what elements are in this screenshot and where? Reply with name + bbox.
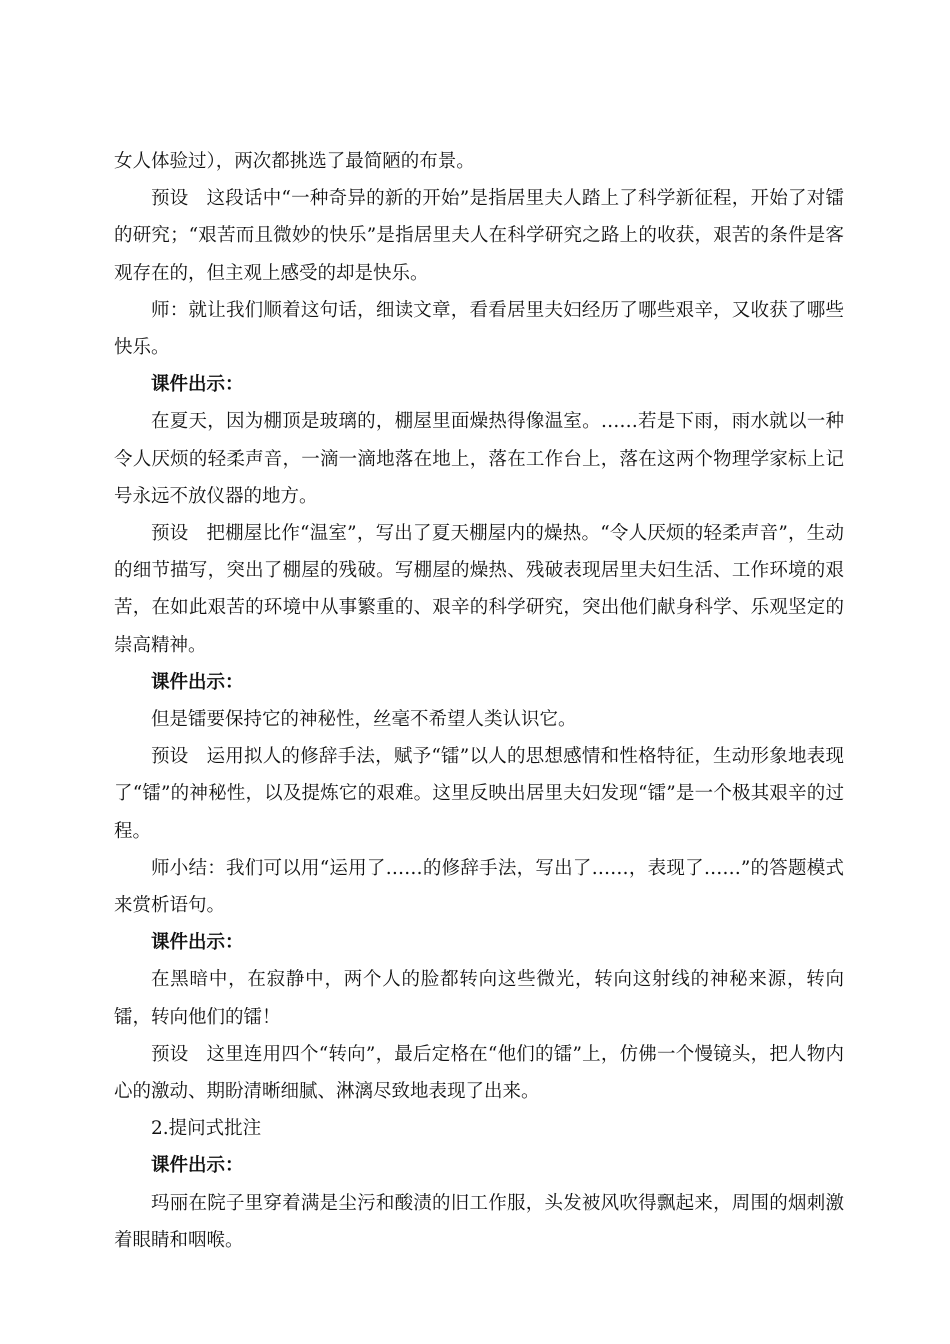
- preset-label: 预设: [151, 188, 189, 210]
- paragraph-preset-2: [114, 515, 844, 664]
- courseware-heading-1: 课件出示：: [151, 374, 244, 396]
- paragraph-text: 运用拟人的修辞手法，赋予“镭”以人的思想感情和性格特征，生动形象地表现了“镭”的神秘性，以及提炼它的艰难。这里反映出居里夫妇发现“镭”是一个极其艰辛的过程。: [114, 746, 844, 842]
- preset-label: 预设: [151, 523, 189, 545]
- quote-marie-courtyard: 玛丽在院子里穿着满是尘污和酸渍的旧工作服，头发被风吹得飘起来，周围的烟刺激着眼睛和咽喉。: [114, 1192, 844, 1251]
- preset-label: 预设: [151, 1043, 189, 1065]
- paragraph-text: 把棚屋比作“温室”，写出了夏天棚屋内的燥热。“令人厌烦的轻柔声音”，生动的细节描写，突出了棚屋的残破。写棚屋的燥热、残破表现居里夫妇生活、工作环境的艰苦，在如此艰苦的环境中从事繁重的、艰辛的科学研究，突出他们献身科学、乐观坚定的崇高精神。: [114, 523, 844, 656]
- paragraph-teacher-summary: 师小结：我们可以用“运用了……的修辞手法，写出了……，表现了……”的答题模式来赏析语句。: [114, 857, 844, 917]
- courseware-heading-3: 课件出示：: [151, 932, 244, 954]
- paragraph-text: 这里连用四个“转向”，最后定格在“他们的镭”上，仿佛一个慢镜头，把人物内心的激动、期盼清晰细腻、淋漓尽致地表现了出来。: [114, 1043, 844, 1103]
- paragraph-teacher-prompt: 师：就让我们顺着这句话，细读文章，看看居里夫妇经历了哪些艰辛，又收获了哪些快乐。: [114, 299, 844, 359]
- document-body: [114, 143, 844, 1259]
- paragraph-text: 这段话中“一种奇异的新的开始”是指居里夫人踏上了科学新征程，开始了对镭的研究；“艰苦而且微妙的快乐”是指居里夫人在科学研究之路上的收获，艰苦的条件是客观存在的，但主观上感受的却是快乐。: [114, 188, 844, 284]
- paragraph-continuation: 女人体验过），两次都挑选了最简陋的布景。: [114, 151, 475, 172]
- quote-summer-shed: 在夏天，因为棚顶是玻璃的，棚屋里面燥热得像温室。……若是下雨，雨水就以一种令人厌烦的轻柔声音，一滴一滴地落在地上，落在工作台上，落在这两个物理学家标上记号永远不放仪器的地方。: [114, 411, 844, 507]
- preset-label: 预设: [151, 746, 189, 768]
- paragraph-preset-4: [114, 1036, 844, 1110]
- courseware-heading-4: 课件出示：: [151, 1155, 244, 1177]
- paragraph-preset-1: [114, 180, 844, 292]
- quote-darkness: 在黑暗中，在寂静中，两个人的脸都转向这些微光，转向这射线的神秘来源，转向镭，转向他们的镭！: [114, 969, 844, 1028]
- paragraph-preset-3: [114, 738, 844, 850]
- section-heading-question-annotation: 2.提问式批注: [151, 1118, 262, 1140]
- courseware-heading-2: 课件出示：: [151, 671, 244, 693]
- quote-radium-mystery: 但是镭要保持它的神秘性，丝毫不希望人类认识它。: [151, 709, 577, 731]
